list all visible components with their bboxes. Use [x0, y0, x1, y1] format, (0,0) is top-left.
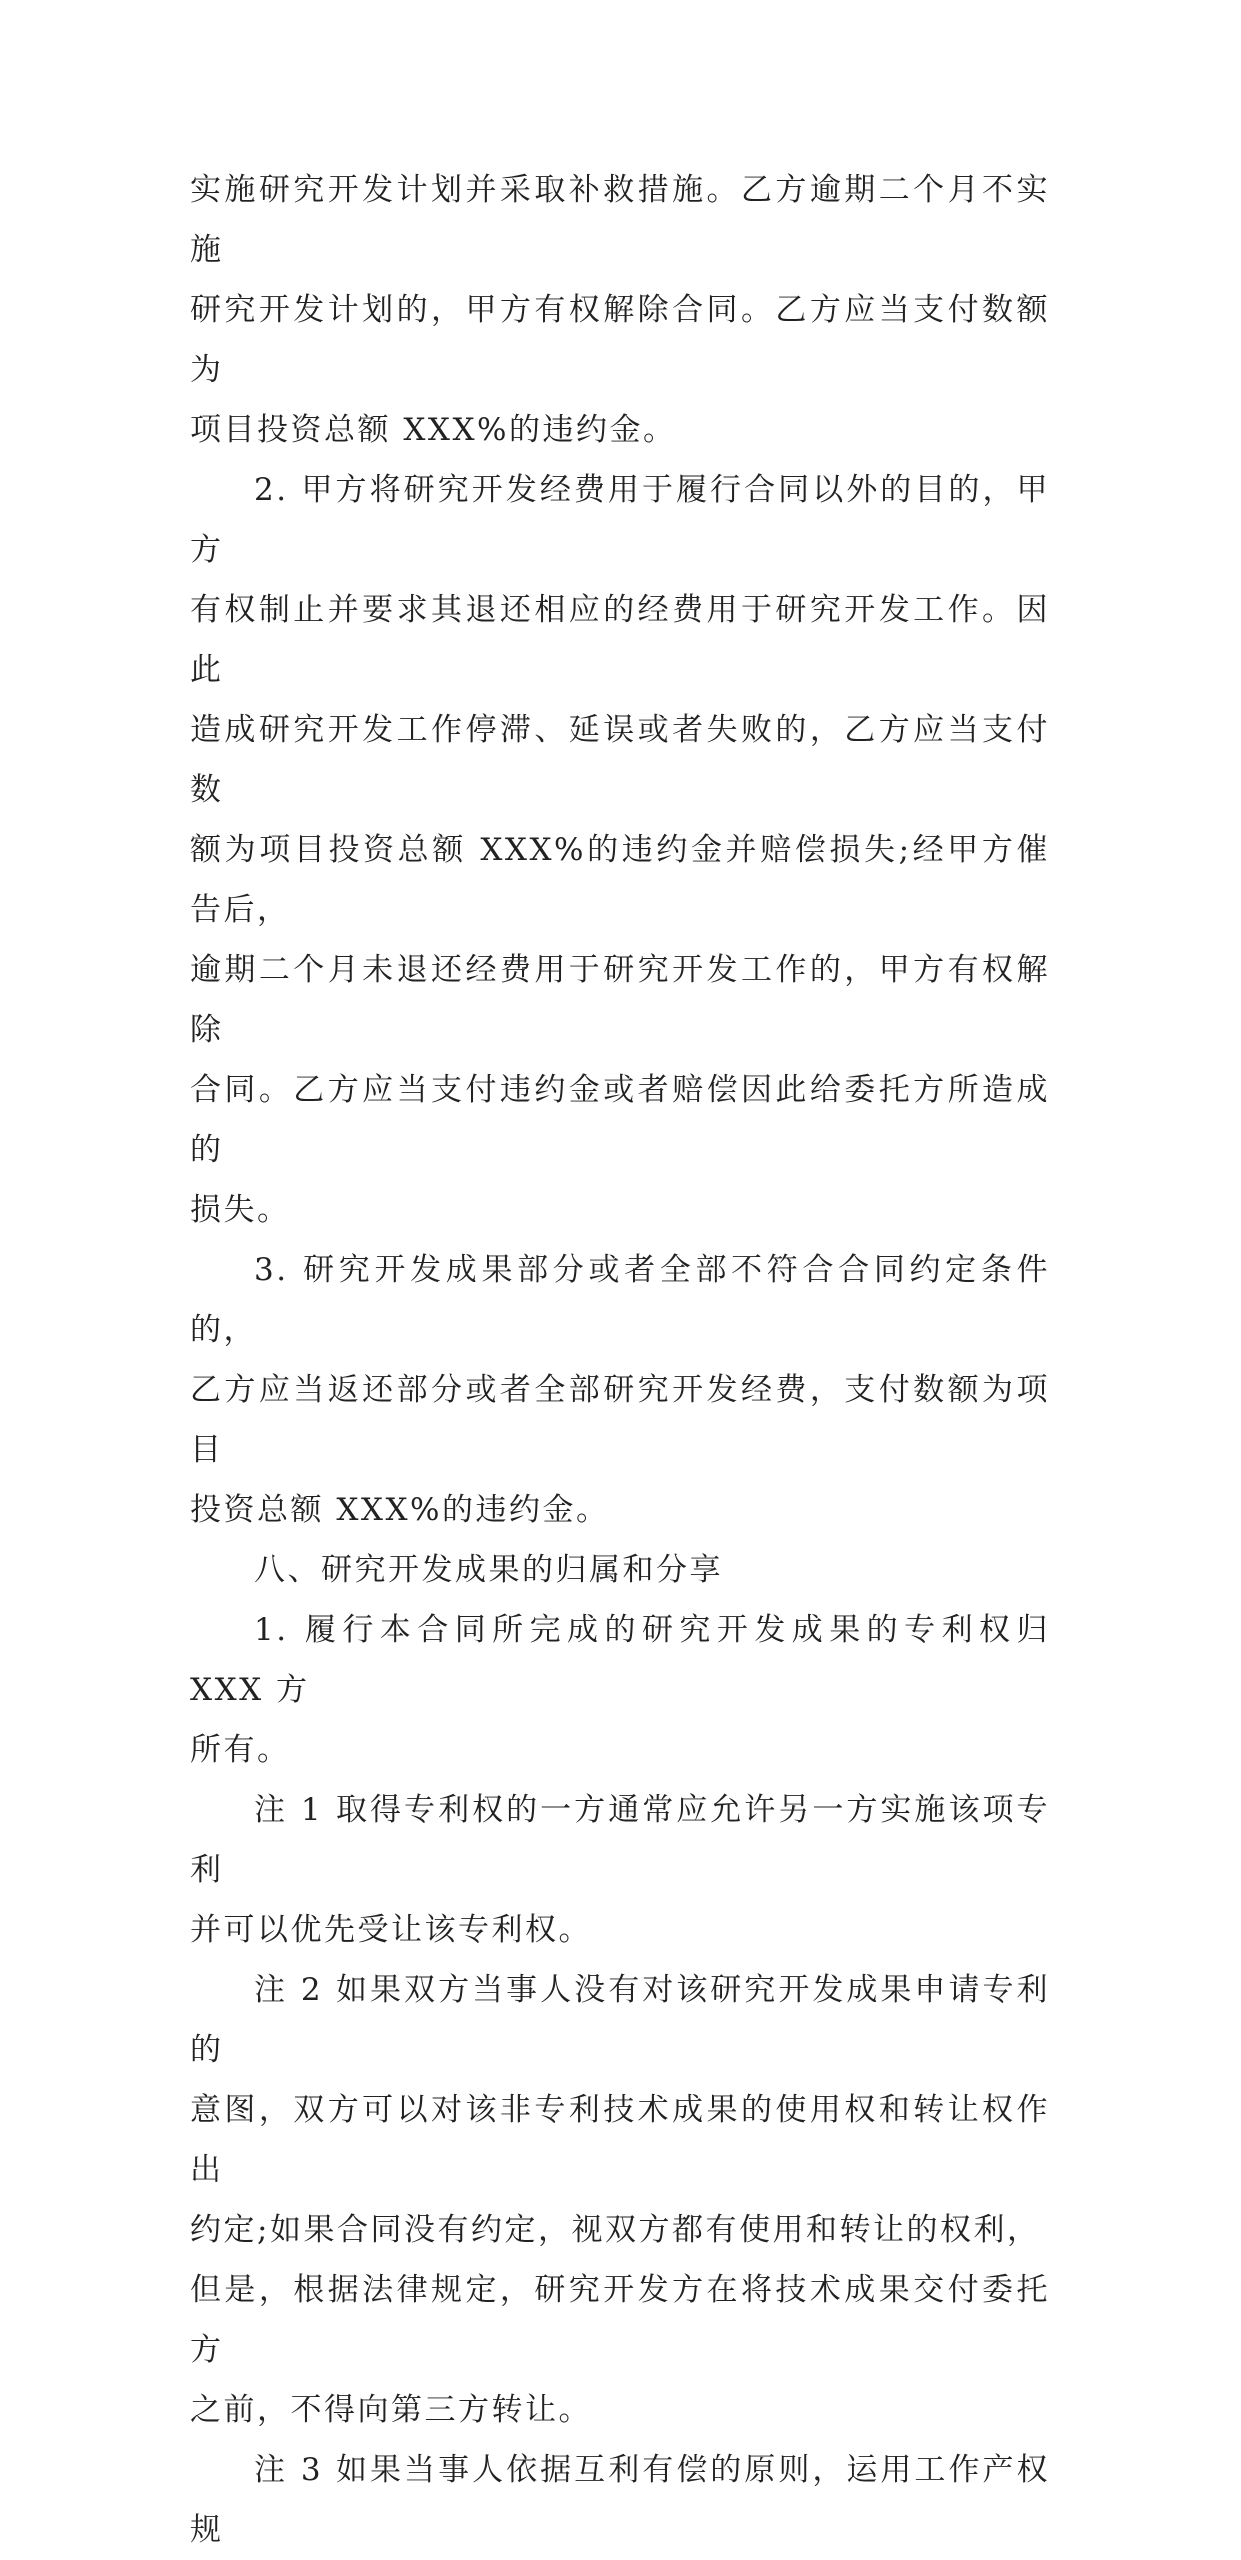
section-heading-8: 八、研究开发成果的归属和分享	[254, 1552, 723, 1588]
paragraph-clause-2: 2. 甲方将研究开发经费用于履行合同以外的目的，甲方 有权制止并要求其退还相应的经费用于研究开发工作。因此 造成研究开发工作停滞、延误或者失败的，乙方应当支付数 额为项目投资总额 XXX%的违约金并赔偿损失;经甲方催告后， 逾期二个月未退还经费用于研究开发工作的，甲方有权解除 合同。乙方应当支付违约金或者赔偿因此给委托方所造成的 损失。	[190, 472, 1050, 1228]
paragraph-note-2: 注 2 如果双方当事人没有对该研究开发成果申请专利的 意图，双方可以对该非专利技术成果的使用权和转让权作出 约定;如果合同没有约定，视双方都有使用和转让的权利， 但是，根据法律规定，研究开发方在将技术成果交付委托方 之前，不得向第三方转让。	[190, 1972, 1050, 2428]
paragraph-note-3: 注 3 如果当事人依据互利有偿的原则，运用工作产权规	[190, 2452, 1050, 2548]
paragraph-clause-8-1: 1. 履行本合同所完成的研究开发成果的专利权归 XXX 方 所有。	[190, 1612, 1050, 1768]
document-body	[190, 160, 1050, 2560]
paragraph-continuation: 实施研究开发计划并采取补救措施。乙方逾期二个月不实施 研究开发计划的，甲方有权解除合同。乙方应当支付数额为 项目投资总额 XXX%的违约金。	[190, 172, 1050, 448]
paragraph-note-1: 注 1 取得专利权的一方通常应允许另一方实施该项专利 并可以优先受让该专利权。	[190, 1792, 1050, 1948]
paragraph-clause-3: 3. 研究开发成果部分或者全部不符合合同约定条件的， 乙方应当返还部分或者全部研究开发经费，支付数额为项目 投资总额 XXX%的违约金。	[190, 1252, 1050, 1528]
